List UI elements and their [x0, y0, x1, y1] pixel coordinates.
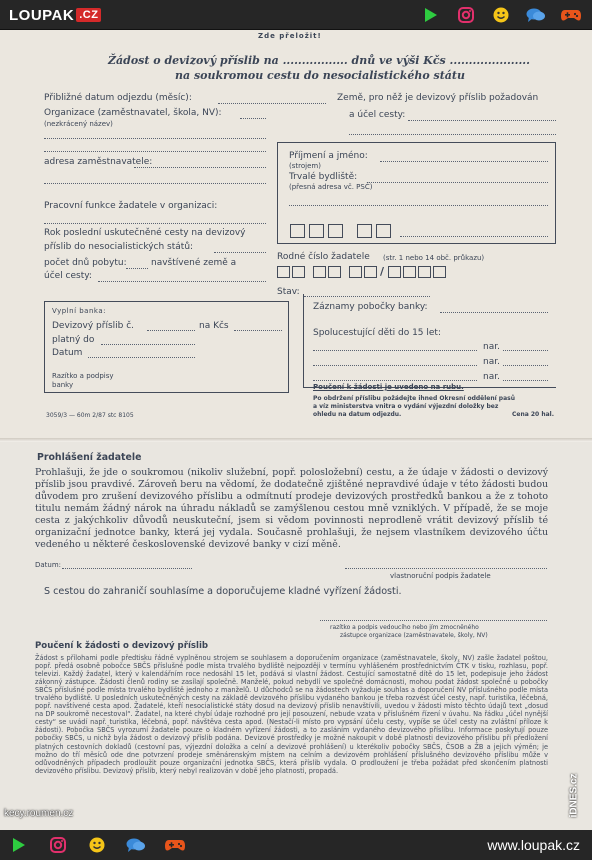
postcode-cell-4[interactable] — [357, 224, 372, 238]
watermark-kecy: kecy.roumen.cz — [4, 808, 74, 819]
postcode-cell-5[interactable] — [376, 224, 391, 238]
form-title-line2: na soukromou cestu do nesocialistického státu — [175, 69, 465, 82]
purpose-field-line2[interactable] — [349, 134, 556, 135]
birth-number-cell-6[interactable] — [364, 266, 377, 278]
birth-number-cell-10[interactable] — [433, 266, 446, 278]
fold-line — [0, 438, 592, 442]
bank-header: Vyplní banka: — [52, 307, 106, 315]
watermark-idnes — [568, 762, 590, 830]
instruction-reference: Poučení k žádosti je uvedeno na rubu. — [313, 383, 464, 391]
child-2-born-field[interactable] — [503, 365, 548, 366]
employer-address-field[interactable] — [134, 167, 266, 168]
signature-field[interactable] — [345, 568, 547, 569]
child-1-born-field[interactable] — [503, 350, 548, 351]
work-function-field[interactable] — [44, 223, 266, 224]
child-2-born-label: nar. — [483, 357, 500, 367]
bank-promise-field[interactable] — [147, 330, 195, 331]
residence-label: Trvalé bydliště: — [289, 172, 358, 182]
residence-field-line2[interactable] — [289, 205, 548, 206]
instagram-icon[interactable] — [455, 5, 477, 25]
child-1-name-field[interactable] — [313, 350, 477, 351]
flip-note: Zde přeložit! — [258, 32, 322, 40]
gamepad-icon[interactable] — [164, 835, 186, 855]
declaration-date-label: Datum: — [35, 561, 62, 569]
birth-number-cell-7[interactable] — [388, 266, 401, 278]
organization-stamp-label-2: zástupce organizace (zaměstnavatele, školy, NV) — [340, 632, 488, 639]
stay-days-field[interactable] — [126, 268, 148, 269]
form-title-line1: Žádost o devizový příslib na ................. dnů ve výši Kčs ..................... — [108, 54, 530, 67]
site-logo[interactable] — [9, 5, 101, 25]
form-price: Cena 20 hal. — [512, 411, 554, 418]
declaration-heading: Prohlášení žadatele — [37, 452, 142, 463]
branch-records-field[interactable] — [440, 312, 548, 313]
organization-stamp-label-1: razítko a podpis vedoucího nebo jím zmocněného — [330, 624, 479, 631]
branch-records-label: Záznamy pobočky banky: — [313, 302, 428, 312]
instagram-icon[interactable] — [47, 835, 69, 855]
chat-bubbles-icon[interactable] — [525, 5, 547, 25]
bank-stamp-label-2: banky — [52, 381, 74, 389]
play-icon[interactable] — [8, 835, 30, 855]
site-url-link[interactable]: www.loupak.cz — [487, 837, 580, 853]
bank-promise-label: Devizový příslib č. — [52, 321, 135, 331]
work-function-label: Pracovní funkce žadatele v organizaci: — [44, 201, 218, 211]
child-1-born-label: nar. — [483, 342, 500, 352]
name-label: Příjmení a jméno: — [289, 151, 368, 161]
organization-stamp-field[interactable] — [320, 620, 547, 621]
postcode-town-field[interactable] — [400, 236, 548, 237]
postcode-cell-3[interactable] — [328, 224, 343, 238]
stay-days-label: počet dnů pobytu: — [44, 258, 127, 268]
birth-number-cell-5[interactable] — [349, 266, 362, 278]
birth-number-cell-4[interactable] — [328, 266, 341, 278]
birth-number-hint: (str. 1 nebo 14 obč. průkazu) — [383, 254, 485, 262]
birth-number-slash: / — [380, 265, 385, 278]
print-code: 3059/3 — 60m 2/87 stc 8105 — [46, 412, 134, 419]
instructions-text: Žádost s přílohami podle předtisku řádně vyplněnou strojem se souhlasem a doporučením organizace (zaměstnavatele, školy, NV) zašle žadatel poštou, popř. předá osobně pobočce SBČS příslušné podle místa trvalého bydliště nejpozději v termínu vyhlášeném prostřednictvím ČTK v tisku, rozhlasu, popř. televizi. Každý žadatel, který v kalendářním roce nedosáhl 15 let, podává si vlastní žádost. Cestující samostatně dítě do 15 let, podepisuje jeho žádost zákonný zástupce. Žádosti členů rodiny se zasílají společně. Manželé, pokud nebydlí ve společné domácnosti, mohou podat žádost společně u pobočky SBČS příslušné podle místa trvalého bydliště jednoho z manželů. U důchodců se na žádostech vyžaduje souhlas a doporučení NV příslušného podle místa trvalého bydliště. U posledních uskutečněných cesty na základě devizového příslibu vydaného bankou je třeba rozvést účel cesty, např. turistika, léčebná, popř. navštívené cesta apod. Žadatelé, kteří nesocialistické státy dosud na devizový příslib nenavštívili, uvedou v žádosti místo těchto údajů text „dosud na DP soukromě necestoval“. Žadatel, na které chybí údaje rozhodné pro její posouzení, nebude vzata v příslušném řízení v úvahu. Na řádku „účel nynější cesty“ se uvádí např. turistika, léčebná, popř. návštěva cesta apod. (Nestačí-li místo pro vypsání účelu cesty, vypíše se účel cesty na zvláštní příloze k žádosti). Pobočka SBČS vyrozumí žadatele pouze o kladném vyřízení žádosti, a to zasláním vydaného devizového příslibu. Informace poskytují pouze pobočky SBČS, u nichž byla žádost o devizový příslib podána. Devizové prostředky je možné nakoupit v době platnosti devizového příslibu při předložení platných cestovních dokladů (cestovní pas, výjezdní doložka a celní a devizové prohlášení) u kterékoliv pobočky SBČS, ČSOB a ŽB a jejich výměn; je možno do tří měsíců ode dne potvrzení prodeje směnárenským místem na celním a devizovém prohlášení příslušného devizového příslibu může v odůvodněných případech prodloužit pouze organizační jednotka SBČS, která příslib vydala. O prodloužení je třeba požádat před skončením platnosti devizového příslibu. Devizový příslib, který nebyl realizován v době jeho platnosti, propadá. — [35, 654, 548, 775]
departure-date-label: Přibližné datum odjezdu (měsíc): — [44, 93, 192, 103]
chat-bubbles-icon[interactable] — [125, 835, 147, 855]
marital-status-label: Stav: — [277, 287, 300, 297]
site-logo-text: LOUPAK — [9, 6, 75, 24]
watermark-idnes-text: iDNES.cz — [568, 773, 580, 818]
departure-date-field[interactable] — [218, 103, 326, 104]
passport-note-line1: Po obdržení příslibu požádejte ihned Okresní oddělení pasů — [313, 395, 515, 402]
residence-field[interactable] — [367, 182, 548, 183]
passport-note-line3: ohledu na datum odjezdu. — [313, 411, 402, 418]
gamepad-icon[interactable] — [560, 5, 582, 25]
organization-field-line2[interactable] — [44, 138, 266, 139]
birth-number-label: Rodné číslo žadatele — [277, 252, 370, 262]
site-footer — [0, 830, 592, 860]
postcode-cell-2[interactable] — [309, 224, 324, 238]
purpose-label: a účel cesty: — [349, 110, 406, 120]
birth-number-cell-8[interactable] — [403, 266, 416, 278]
child-2-name-field[interactable] — [313, 365, 477, 366]
bank-stamp-label-1: Razítko a podpisy — [52, 372, 114, 380]
child-3-name-field[interactable] — [313, 380, 477, 381]
organization-field[interactable] — [240, 118, 266, 119]
declaration-date-field[interactable] — [62, 568, 192, 569]
postcode-cell-1[interactable] — [290, 224, 305, 238]
bank-valid-field[interactable] — [101, 344, 195, 345]
bank-date-field[interactable] — [88, 357, 195, 358]
smiley-icon[interactable] — [490, 5, 512, 25]
visited-countries-label: navštívené země a — [151, 258, 237, 268]
consent-text: S cestou do zahraničí souhlasíme a doporučujeme kladné vyřízení žádosti. — [44, 586, 402, 597]
declaration-text: Prohlašuji, že jde o soukromou (nikoliv služební, popř. polosložební) cestu, a že údaje v žádosti o devizový příslib jsou pravdivé. Zároveň beru na vědomí, že dodatečně zjištěné nepravdivé údaje v této žádosti budou důvodem pro zrušení devizového příslibu a odmítnutí prodeje devizových prostředků bankou a že z tohoto titulu nemám žádný nárok na úhradu nákladů se zamýšlenou cestou mně vzniklých. V případě, že se moje cesta z jakýchkoliv důvodů neuskuteční, jsem si vědom povinnosti neprodleně vrátit devizový příslib té organizační jednotce banky, která jej vydala. Současně prohlašuji, že nejsem vlastníkem devizového účtu vedeného u některé československé devizové banky v cizí měně. — [35, 467, 548, 550]
child-3-born-field[interactable] — [503, 380, 548, 381]
birth-number-cell-1[interactable] — [277, 266, 290, 278]
last-trip-label-2: příslib do nesocialistických států: — [44, 242, 194, 252]
birth-number-cell-2[interactable] — [292, 266, 305, 278]
birth-number-cell-9[interactable] — [418, 266, 431, 278]
site-logo-tld: .CZ — [76, 8, 101, 22]
purpose-field[interactable] — [408, 120, 556, 121]
residence-hint: (přesná adresa vč. PSČ) — [289, 183, 373, 191]
name-hint: (strojem) — [289, 162, 321, 170]
country-label: Země, pro něž je devizový příslib požadován — [337, 93, 539, 103]
document-scan — [0, 30, 592, 830]
bank-valid-label: platný do — [52, 335, 95, 345]
signature-label: vlastnoruční podpis žadatele — [390, 572, 491, 580]
employer-address-label: adresa zaměstnavatele: — [44, 157, 153, 167]
passport-note-line2: a víz ministerstva vnitra o vydání výjezdní doložky bez — [313, 403, 499, 410]
last-trip-field[interactable] — [214, 252, 266, 253]
header-icons — [420, 5, 582, 25]
child-3-born-label: nar. — [483, 372, 500, 382]
trip-purpose-field[interactable] — [98, 281, 266, 282]
last-trip-label-1: Rok poslední uskutečněné cesty na devizový — [44, 228, 246, 238]
smiley-icon[interactable] — [86, 835, 108, 855]
children-label: Spolucestující děti do 15 let: — [313, 328, 441, 338]
trip-purpose-label: účel cesty: — [44, 271, 92, 281]
bank-amount-field[interactable] — [234, 330, 282, 331]
organization-hint: (nezkrácený název) — [44, 120, 113, 128]
organization-field-line3[interactable] — [44, 151, 266, 152]
bank-date-label: Datum — [52, 348, 83, 358]
play-icon[interactable] — [420, 5, 442, 25]
footer-icons — [8, 835, 186, 855]
instructions-heading: Poučení k žádosti o devizový příslib — [35, 641, 209, 651]
organization-label: Organizace (zaměstnavatel, škola, NV): — [44, 108, 222, 118]
birth-number-cell-3[interactable] — [313, 266, 326, 278]
bank-currency-label: na Kčs — [199, 321, 229, 331]
site-header — [0, 0, 592, 30]
employer-address-field-line2[interactable] — [44, 183, 266, 184]
name-field[interactable] — [380, 161, 548, 162]
